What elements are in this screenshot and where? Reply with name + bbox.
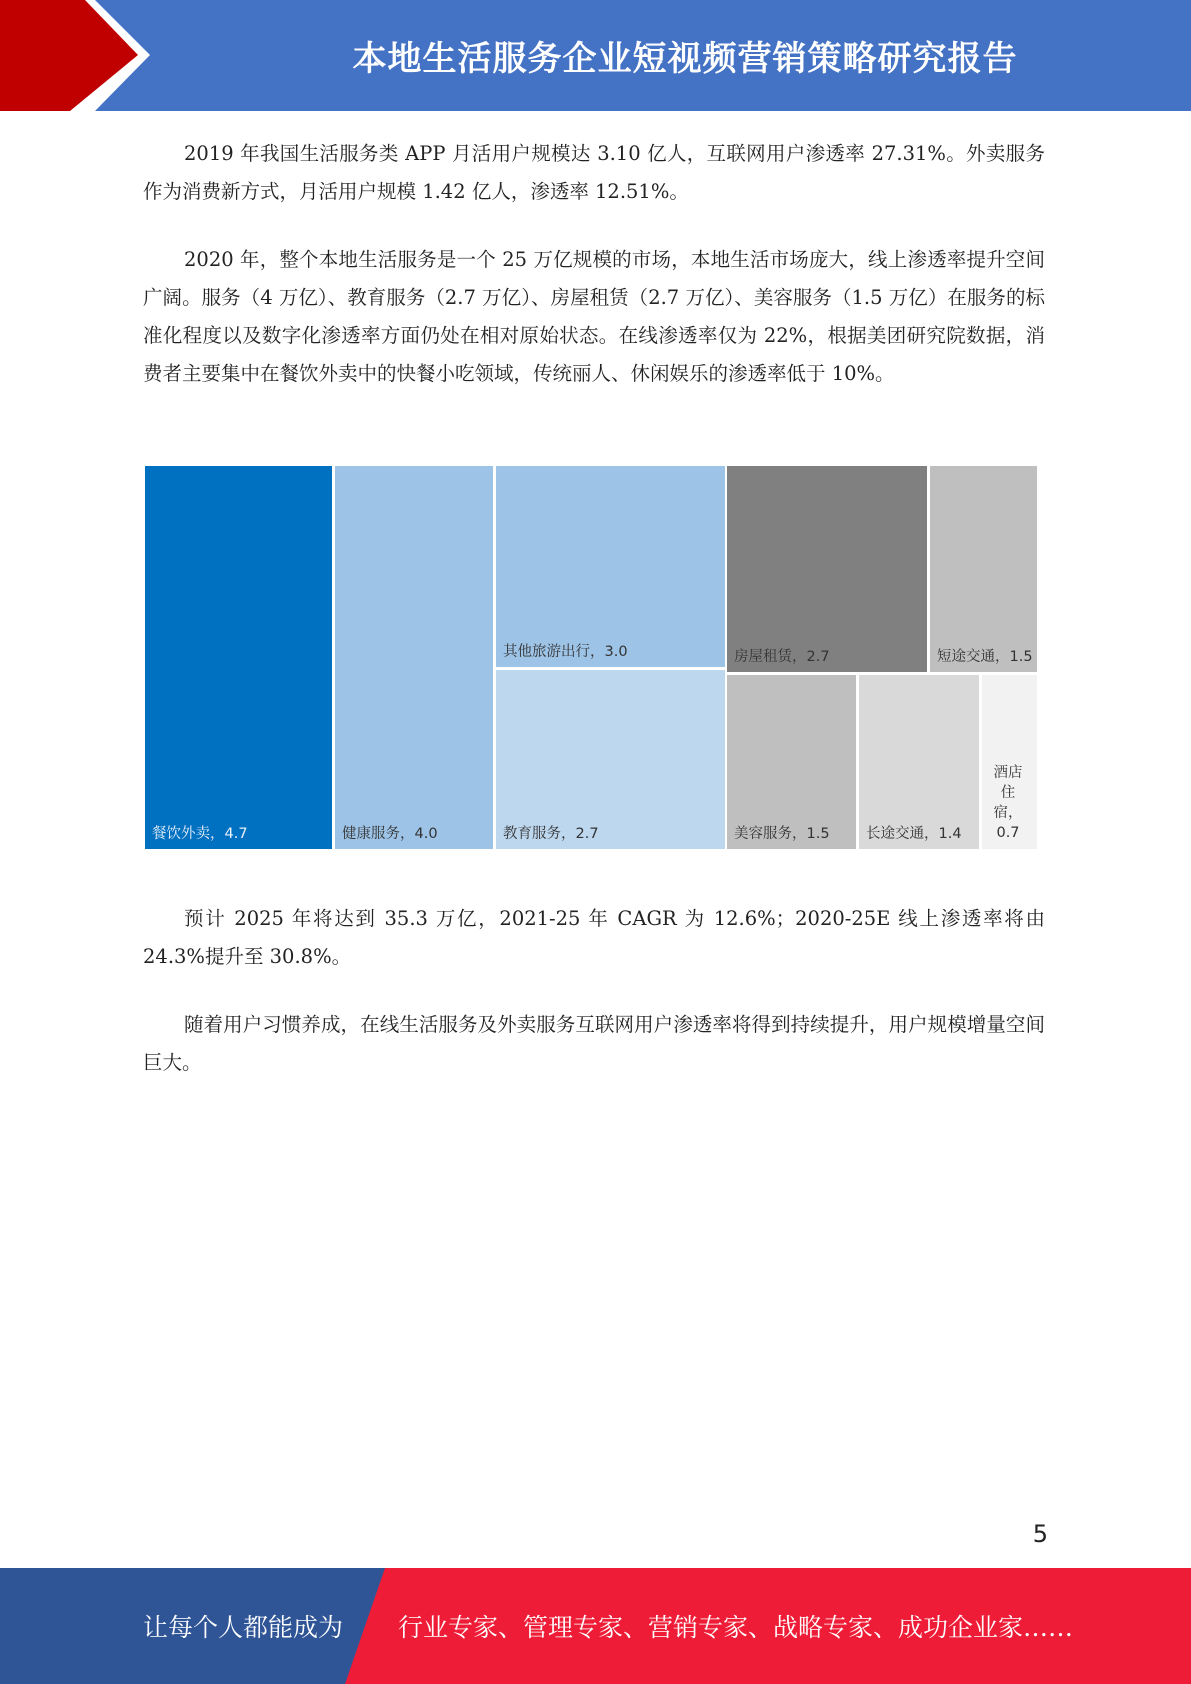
paragraph-2: 2020 年，整个本地生活服务是一个 25 万亿规模的市场，本地生活市场庞大，线上渗透率提升空间广阔。服务（4 万亿）、教育服务（2.7 万亿）、房屋租赁（2.7 万亿）、美容服务（1.5 万亿）在服务的标准化程度以及数字化渗透率方面仍处在相对原始状态。在线渗透率仅为 22%，根据美团研究院数据，消费者主要集中在餐饮外卖中的快餐小吃领域，传统丽人、休闲娱乐的渗透率低于 10%。 xyxy=(143,248,1045,385)
treemap-label-housing-rental: 房屋租赁，2.7 xyxy=(734,649,830,665)
treemap-label-health: 健康服务，4.0 xyxy=(342,826,438,842)
treemap-cell-health xyxy=(335,466,493,849)
page-number: 5 xyxy=(1032,1520,1048,1548)
treemap-cell-other-travel xyxy=(496,466,725,667)
paragraph-1: 2019 年我国生活服务类 APP 月活用户规模达 3.10 亿人，互联网用户渗透率 27.31%。外卖服务作为消费新方式，月活用户规模 1.42 亿人，渗透率 12.51%。 xyxy=(143,142,1045,203)
treemap-cell-hotel xyxy=(982,675,1037,849)
treemap-label-other-travel: 其他旅游出行，3.0 xyxy=(503,644,628,660)
treemap-label-hotel: 酒店住宿，0.7 xyxy=(993,765,1023,841)
page-header xyxy=(0,0,1191,111)
treemap-label-beauty: 美容服务，1.5 xyxy=(734,826,830,842)
treemap-cell-education xyxy=(496,670,725,849)
treemap-cell-short-transport xyxy=(930,466,1037,672)
treemap-label-long-transport: 长途交通，1.4 xyxy=(866,826,962,842)
treemap-cell-long-transport xyxy=(859,675,979,849)
paragraph-4: 随着用户习惯养成，在线生活服务及外卖服务互联网用户渗透率将得到持续提升，用户规模增量空间巨大。 xyxy=(143,1013,1045,1074)
treemap-chart xyxy=(145,466,1037,849)
treemap-cell-catering xyxy=(145,466,332,849)
treemap-label-education: 教育服务，2.7 xyxy=(503,826,599,842)
footer-slogan-right: 行业专家、管理专家、营销专家、战略专家、成功企业家…… xyxy=(398,1613,1074,1642)
paragraph-3: 预计 2025 年将达到 35.3 万亿，2021-25 年 CAGR 为 12.6%；2020-25E 线上渗透率将由 24.3%提升至 30.8%。 xyxy=(143,907,1045,968)
treemap-cell-housing-rental xyxy=(727,466,927,672)
treemap-label-catering: 餐饮外卖，4.7 xyxy=(152,826,248,842)
treemap-cell-beauty xyxy=(727,675,856,849)
page-footer xyxy=(0,1568,1191,1684)
footer-slogan-left: 让每个人都能成为 xyxy=(143,1613,344,1642)
treemap-label-short-transport: 短途交通，1.5 xyxy=(937,649,1033,665)
report-title: 本地生活服务企业短视频营销策略研究报告 xyxy=(352,39,1018,79)
